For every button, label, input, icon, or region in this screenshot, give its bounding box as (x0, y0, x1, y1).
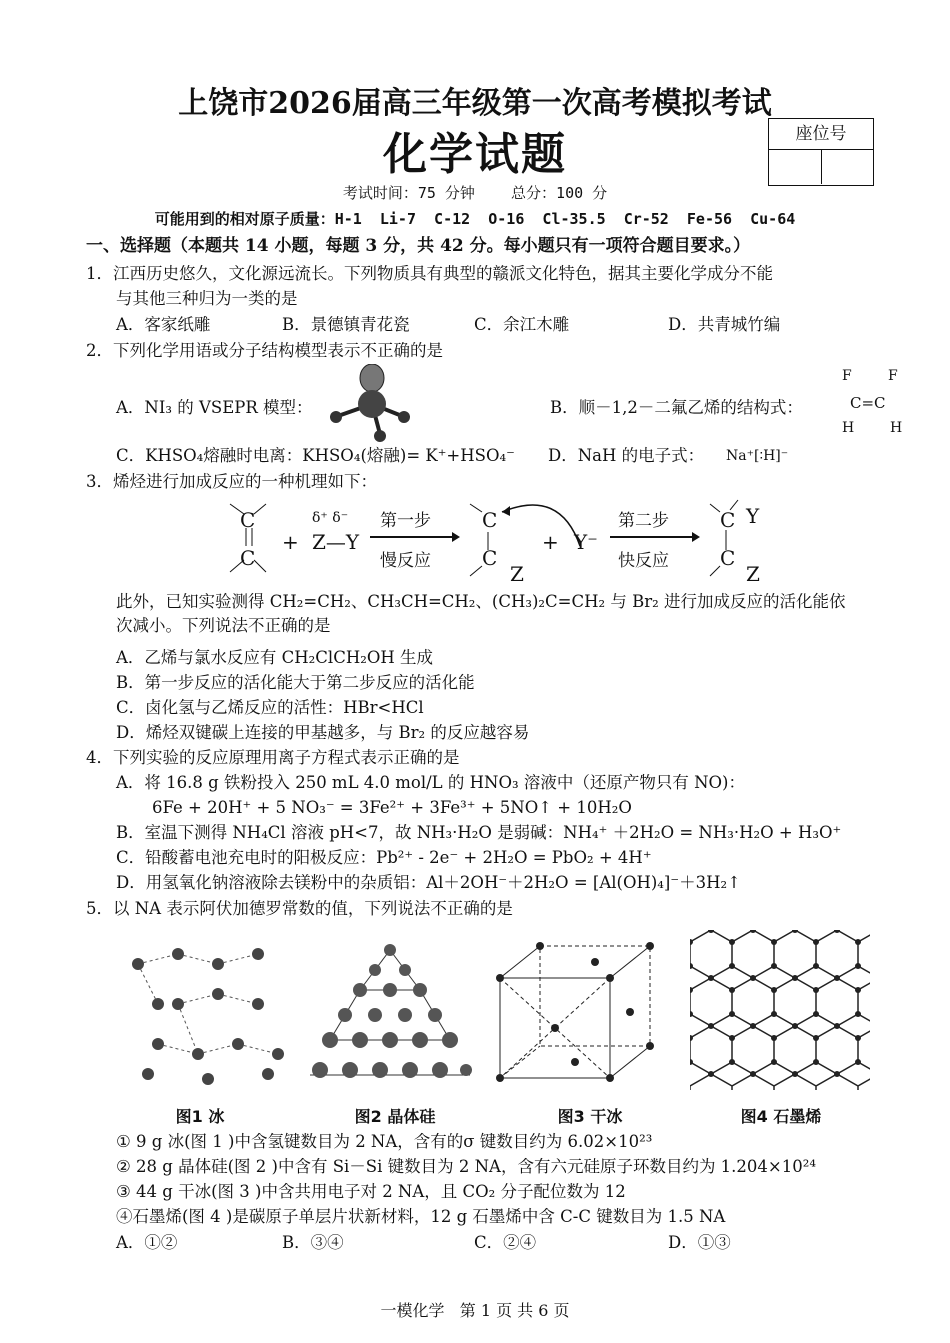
carbocation-carbon: C (482, 508, 498, 532)
plus-sign-1: + (282, 530, 299, 554)
q5-statement-1: ① 9 g 冰(图 1 )中含氢键数目为 2 NA，含有的σ 键数目约为 6.02×10²³ (116, 1132, 653, 1151)
step1-arrow-icon (370, 530, 460, 544)
q1-stem-2: 与其他三种归为一类的是 (116, 289, 298, 308)
q1-option-a: A．客家纸雕 (116, 315, 211, 334)
seat-label: 座位号 (769, 119, 873, 150)
product-y: Y (746, 504, 760, 528)
q3-option-a: A．乙烯与氯水反应有 CH₂ClCH₂OH 生成 (116, 648, 433, 667)
alkene-carbon-bottom: C (240, 546, 256, 570)
fig1-caption: 图1 冰 (175, 1107, 225, 1126)
q2-option-b: B．顺－1,2－二氟乙烯的结构式： (550, 398, 803, 417)
step2-arrow-icon (610, 530, 700, 544)
q5-stem: 5．以 NA 表示阿伏加德罗常数的值，下列说法不正确的是 (86, 899, 513, 918)
seat-cell-1 (769, 150, 822, 184)
double-bond-cc: C=C (850, 394, 886, 412)
atom-h-right: H (890, 420, 903, 436)
product-z: Z (746, 562, 760, 586)
q2-stem: 2．下列化学用语或分子结构模型表示不正确的是 (86, 341, 443, 360)
nah-electron-formula: Na⁺[∶H]⁻ (726, 448, 789, 464)
anion-y: Y⁻ (574, 530, 598, 554)
atom-h-left: H (842, 420, 855, 436)
q4-option-a-1: A．将 16.8 g 铁粉投入 250 mL 4.0 mol/L 的 HNO₃ 溶液中（还原产物只有 NO)： (116, 773, 745, 792)
atom-f-right: F (888, 368, 898, 384)
fig3-caption: 图3 干冰 (557, 1107, 623, 1126)
q3-text-1: 此外，已知实验测得 CH₂=CH₂、CH₃CH=CH₂、(CH₃)₂C=CH₂ 与 Br₂ 进行加成反应的活化能依 (116, 592, 846, 611)
q4-option-c: C．铅酸蓄电池充电时的阳极反应：Pb²⁺ - 2e⁻ + 2H₂O = PbO₂ + 4H⁺ (116, 848, 652, 867)
q3-option-b: B．第一步反应的活化能大于第二步反应的活化能 (116, 673, 475, 692)
fig2-caption: 图2 晶体硅 (354, 1107, 436, 1126)
fig4-caption: 图4 石墨烯 (740, 1107, 822, 1126)
q5-statement-4: ④石墨烯(图 4 )是碳原子单层片状新材料，12 g 石墨烯中含 C-C 键数目为 1.5 NA (116, 1207, 726, 1226)
carbocation-z: Z (510, 562, 524, 586)
plus-sign-2: + (542, 530, 559, 554)
product-carbon-bottom: C (720, 546, 736, 570)
subject-title: 化学试题 (383, 129, 567, 180)
q3-option-c: C．卤化氢与乙烯反应的活性：HBr<HCl (116, 698, 424, 717)
q1-option-d: D．共青城竹编 (668, 315, 781, 334)
alkene-carbon-top: C (240, 508, 256, 532)
q3-stem: 3．烯烃进行加成反应的一种机理如下： (86, 472, 377, 491)
q4-option-a-2: 6Fe + 20H⁺ + 5 NO₃⁻ = 3Fe²⁺ + 3Fe³⁺ + 5NO↑ + 10H₂O (152, 798, 632, 817)
partial-charges: δ⁺ δ⁻ (312, 510, 349, 526)
atomic-mass-line: 可能用到的相对原子质量：H-1 Li-7 C-12 O-16 Cl-35.5 Cr-52 Fe-56 Cu-64 (154, 210, 796, 228)
q3-option-d: D．烯烃双键碳上连接的甲基越多，与 Br₂ 的反应越容易 (116, 723, 530, 742)
page-footer: 一模化学 第 1 页 共 6 页 (380, 1301, 570, 1320)
exam-info: 考试时间：75 分钟 总分：100 分 (342, 184, 608, 202)
q5-statement-2: ② 28 g 晶体硅(图 2 )中含有 Si－Si 键数目为 2 NA，含有六元硅原子环数目约为 1.204×10²⁴ (116, 1157, 816, 1176)
seat-number-box (768, 118, 874, 186)
section-heading: 一、选择题（本题共 14 小题，每题 3 分，共 42 分。每小题只有一项符合题目要求。） (86, 236, 751, 256)
q5-option-d: D．①③ (668, 1233, 731, 1252)
dry-ice-figure (490, 938, 660, 1088)
silicon-crystal-figure (300, 940, 480, 1090)
reagent-zy: Z—Y (312, 530, 360, 554)
q3-text-2: 次减小。下列说法不正确的是 (116, 616, 331, 635)
ice-structure-figure (118, 934, 298, 1094)
q4-option-d: D．用氢氧化钠溶液除去镁粉中的杂质铝：Al＋2OH⁻＋2H₂O = [Al(OH)₄]⁻＋3H₂↑ (116, 873, 741, 892)
q5-option-c: C．②④ (474, 1233, 537, 1252)
seat-cell-2 (822, 150, 874, 184)
carbocation-carbon-2: C (482, 546, 498, 570)
q4-stem: 4．下列实验的反应原理用离子方程式表示正确的是 (86, 748, 460, 767)
q4-option-b: B．室温下测得 NH₄Cl 溶液 pH<7，故 NH₃·H₂O 是弱碱：NH₄⁺ ＋2H₂O = NH₃·H₂O + H₃O⁺ (116, 823, 842, 842)
q5-option-a: A．①② (116, 1233, 178, 1252)
product-bonds (706, 494, 776, 584)
atom-f-left: F (842, 368, 852, 384)
addition-mechanism (220, 494, 780, 594)
q2-option-d: D．NaH 的电子式： (548, 446, 705, 465)
step2-label: 第二步 (618, 511, 669, 531)
q1-stem-1: 1．江西历史悠久，文化源远流长。下列物质具有典型的赣派文化特色，据其主要化学成分不能 (86, 264, 773, 283)
product-carbon-top: C (720, 508, 736, 532)
difluoroethene-structure (838, 368, 908, 438)
step1-speed: 慢反应 (380, 551, 431, 571)
exam-title: 上饶市2026届高三年级第一次高考模拟考试 (178, 86, 772, 121)
q1-option-c: C．余江木雕 (474, 315, 570, 334)
q2-option-c: C．KHSO₄熔融时电离：KHSO₄(熔融)= K⁺+HSO₄⁻ (116, 446, 515, 465)
q2-option-a: A．NI₃ 的 VSEPR 模型： (116, 398, 313, 417)
q5-statement-3: ③ 44 g 干冰(图 3 )中含共用电子对 2 NA，且 CO₂ 分子配位数为 12 (116, 1182, 626, 1201)
q1-option-b: B．景德镇青花瓷 (282, 315, 410, 334)
step2-speed: 快反应 (618, 551, 669, 571)
graphene-figure (690, 930, 870, 1090)
ni3-vsepr-model (322, 364, 422, 444)
step1-label: 第一步 (380, 511, 431, 531)
q5-option-b: B．③④ (282, 1233, 344, 1252)
